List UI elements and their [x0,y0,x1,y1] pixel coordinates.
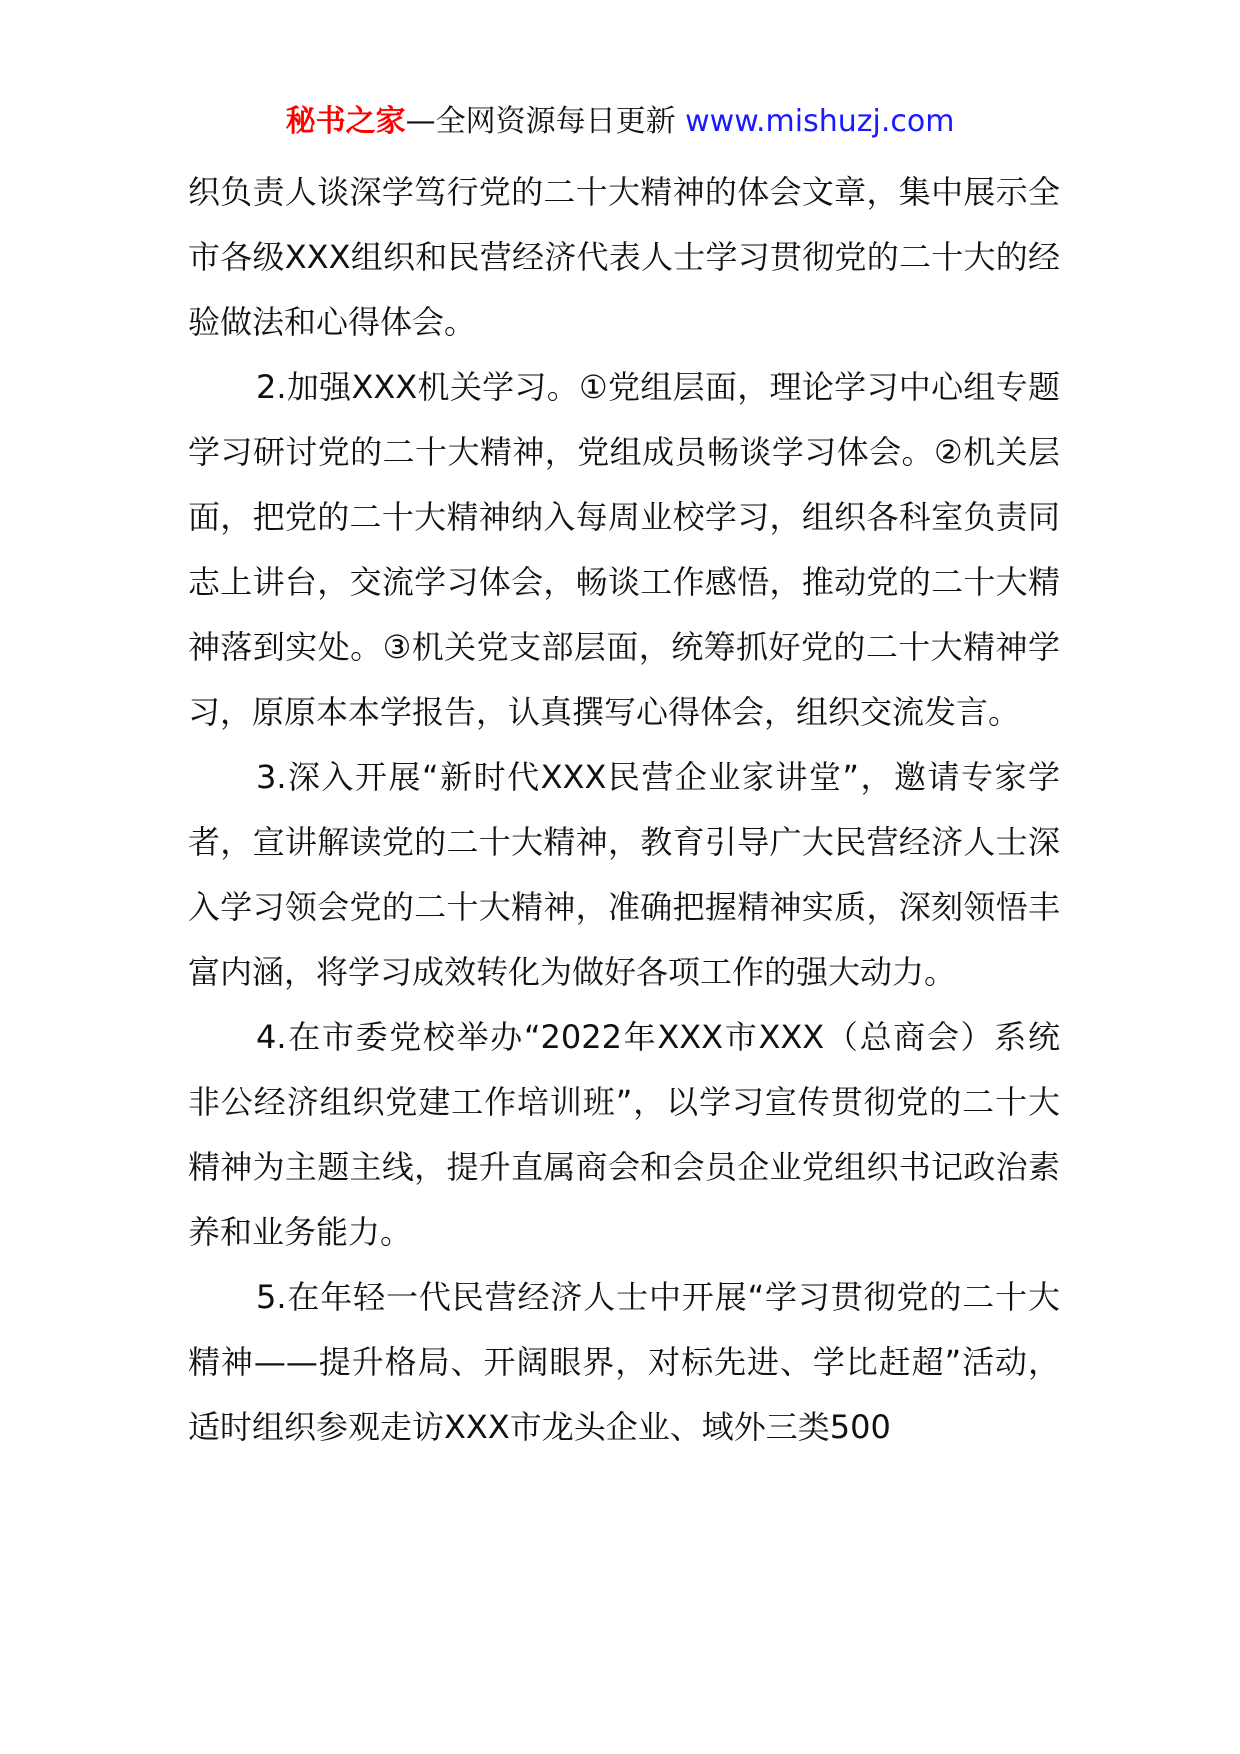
header-tagline: —全网资源每日更新 [405,104,686,139]
paragraph-continued: 织负责人谈深学笃行党的二十大精神的体会文章，集中展示全市各级XXX组织和民营经济代表人士学习贯彻党的二十大的经验做法和心得体会。 [188,173,1060,341]
paragraph-item-2: 2.加强XXX机关学习。①党组层面，理论学习中心组专题学习研讨党的二十大精神，党组成员畅谈学习体会。②机关层面，把党的二十大精神纳入每周业校学习，组织各科室负责同志上讲台，交流学习体会，畅谈工作感悟，推动党的二十大精神落到实处。③机关党支部层面，统筹抓好党的二十大精神学习，原原本本学报告，认真撰写心得体会，组织交流发言。 [188,368,1060,731]
document-body [188,160,1060,1460]
paragraph-item-5: 5.在年轻一代民营经济人士中开展“学习贯彻党的二十大精神——提升格局、开阔眼界，对标先进、学比赶超”活动，适时组织参观走访XXX市龙头企业、域外三类500 [188,1278,1060,1446]
page-header [0,100,1240,144]
brand-name: 秘书之家 [285,104,406,139]
paragraph-item-4: 4.在市委党校举办“2022年XXX市XXX（总商会）系统非公经济组织党建工作培训班”，以学习宣传贯彻党的二十大精神为主题主线，提升直属商会和会员企业党组织书记政治素养和业务能力。 [188,1018,1060,1251]
site-url[interactable]: www.mishuzj.com [685,104,955,139]
paragraph-item-3: 3.深入开展“新时代XXX民营企业家讲堂”，邀请专家学者，宣讲解读党的二十大精神，教育引导广大民营经济人士深入学习领会党的二十大精神，准确把握精神实质，深刻领悟丰富内涵，将学习成效转化为做好各项工作的强大动力。 [188,758,1060,991]
